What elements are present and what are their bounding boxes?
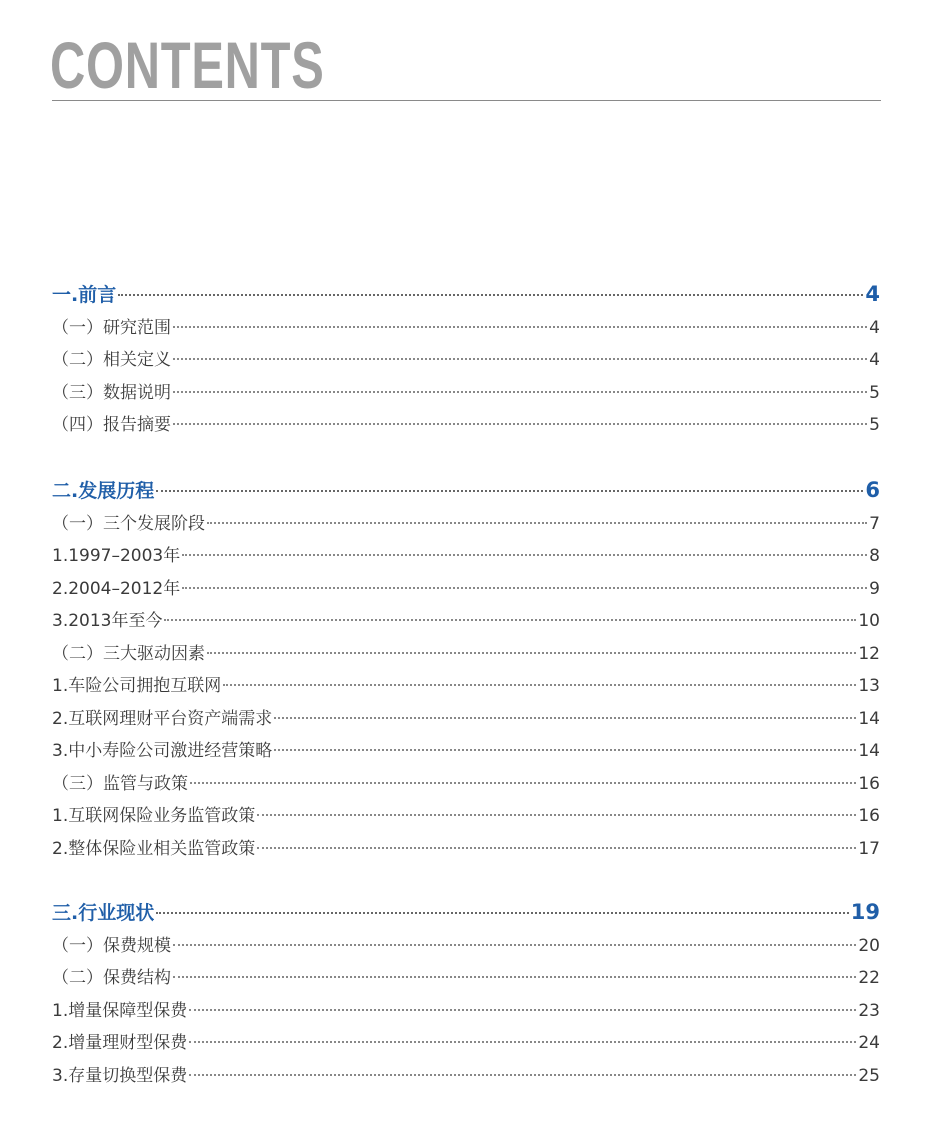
toc-entry-label: 3.中小寿险公司激进经营策略: [52, 741, 273, 761]
toc-entry-page: 5: [869, 382, 880, 403]
toc-entry-label: （二）保费结构: [52, 968, 171, 988]
toc-entry-page: 23: [858, 1000, 880, 1021]
toc-entry[interactable]: [52, 378, 880, 411]
toc-entry-label: （二）相关定义: [52, 350, 171, 370]
page-title: CONTENTS: [50, 28, 325, 102]
dot-leader: [274, 749, 856, 751]
dot-leader: [257, 847, 856, 849]
toc-entry[interactable]: [52, 574, 880, 607]
toc-entry-label: 1.增量保障型保费: [52, 1000, 188, 1021]
toc-entry-page: 4: [869, 317, 880, 338]
toc-entry-page: 22: [858, 968, 880, 988]
toc-entry-label: 2.增量理财型保费: [52, 1033, 188, 1053]
toc-entry[interactable]: [52, 639, 880, 672]
dot-leader: [118, 294, 863, 296]
toc-entry[interactable]: [52, 313, 880, 346]
toc-section-2: [52, 476, 880, 866]
toc-section-heading[interactable]: [52, 476, 880, 509]
toc-heading-page: 4: [865, 282, 880, 306]
toc-entry-label: （一）研究范围: [52, 317, 171, 338]
toc-entry[interactable]: [52, 704, 880, 737]
dot-leader: [173, 358, 867, 360]
dot-leader: [190, 782, 856, 784]
toc-entry-label: 2.互联网理财平台资产端需求: [52, 708, 273, 729]
toc-entry-label: 1.1997–2003年: [52, 546, 181, 566]
toc-heading-page: 6: [865, 478, 880, 502]
dot-leader: [207, 522, 867, 524]
toc-entry-page: 25: [858, 1065, 880, 1086]
toc-entry[interactable]: [52, 1061, 880, 1094]
toc-entry-label: 2.2004–2012年: [52, 578, 181, 599]
toc-heading-label: 一.前言: [52, 284, 117, 306]
toc-entry-page: 4: [869, 350, 880, 370]
toc-entry[interactable]: [52, 671, 880, 704]
contents-header: [52, 30, 881, 101]
toc-entry-label: （三）监管与政策: [52, 773, 188, 794]
toc-entry-label: 1.互联网保险业务监管政策: [52, 806, 256, 826]
dot-leader: [173, 326, 867, 328]
dot-leader: [207, 652, 856, 654]
toc-entry-label: 3.存量切换型保费: [52, 1065, 188, 1086]
toc-entry-page: 8: [869, 546, 880, 566]
toc-entry-page: 7: [869, 513, 880, 534]
toc-entry-page: 5: [869, 415, 880, 435]
dot-leader: [173, 976, 856, 978]
toc-entry-page: 9: [869, 578, 880, 599]
toc-entry-page: 13: [858, 676, 880, 696]
dot-leader: [223, 684, 856, 686]
dot-leader: [173, 944, 856, 946]
dot-leader: [173, 423, 867, 425]
toc-entry-page: 24: [858, 1033, 880, 1053]
toc-section-1: [52, 280, 880, 443]
dot-leader: [156, 912, 849, 914]
dot-leader: [189, 1041, 856, 1043]
dot-leader: [182, 587, 867, 589]
toc-heading-label: 三.行业现状: [52, 902, 155, 924]
dot-leader: [189, 1074, 856, 1076]
toc-entry-label: （三）数据说明: [52, 382, 171, 403]
toc-entry[interactable]: [52, 509, 880, 542]
toc-entry[interactable]: [52, 541, 880, 574]
toc-section-heading[interactable]: [52, 280, 880, 313]
dot-leader: [189, 1009, 856, 1011]
toc-entry-label: （二）三大驱动因素: [52, 643, 205, 664]
toc-entry[interactable]: [52, 736, 880, 769]
dot-leader: [173, 391, 867, 393]
toc-entry-page: 14: [858, 741, 880, 761]
toc-entry[interactable]: [52, 606, 880, 639]
toc-entry[interactable]: [52, 963, 880, 996]
toc-entry-page: 16: [858, 806, 880, 826]
toc-entry[interactable]: [52, 410, 880, 443]
toc-entry-page: 12: [858, 643, 880, 664]
toc-entry[interactable]: [52, 931, 880, 964]
dot-leader: [257, 814, 856, 816]
toc-entry[interactable]: [52, 801, 880, 834]
toc-section-heading[interactable]: [52, 898, 880, 931]
toc-entry-page: 17: [858, 838, 880, 859]
dot-leader: [274, 717, 856, 719]
toc-entry-page: 16: [858, 773, 880, 794]
toc-entry-page: 14: [858, 708, 880, 729]
toc-entry-label: （一）保费规模: [52, 935, 171, 956]
toc-entry[interactable]: [52, 345, 880, 378]
dot-leader: [182, 554, 867, 556]
toc-entry[interactable]: [52, 769, 880, 802]
toc-section-3: [52, 898, 880, 1093]
toc-entry-label: （四）报告摘要: [52, 415, 171, 435]
toc-entry-label: 2.整体保险业相关监管政策: [52, 838, 256, 859]
toc-heading-label: 二.发展历程: [52, 480, 155, 502]
dot-leader: [156, 490, 863, 492]
toc-entry[interactable]: [52, 996, 880, 1029]
toc-entry-label: （一）三个发展阶段: [52, 513, 205, 534]
toc-entry[interactable]: [52, 1028, 880, 1061]
toc-entry[interactable]: [52, 834, 880, 867]
toc-heading-page: 19: [850, 900, 880, 924]
toc-entry-page: 10: [858, 611, 880, 631]
toc-entry-label: 3.2013年至今: [52, 611, 163, 631]
toc-entry-label: 1.车险公司拥抱互联网: [52, 676, 222, 696]
dot-leader: [164, 619, 856, 621]
toc-entry-page: 20: [858, 935, 880, 956]
